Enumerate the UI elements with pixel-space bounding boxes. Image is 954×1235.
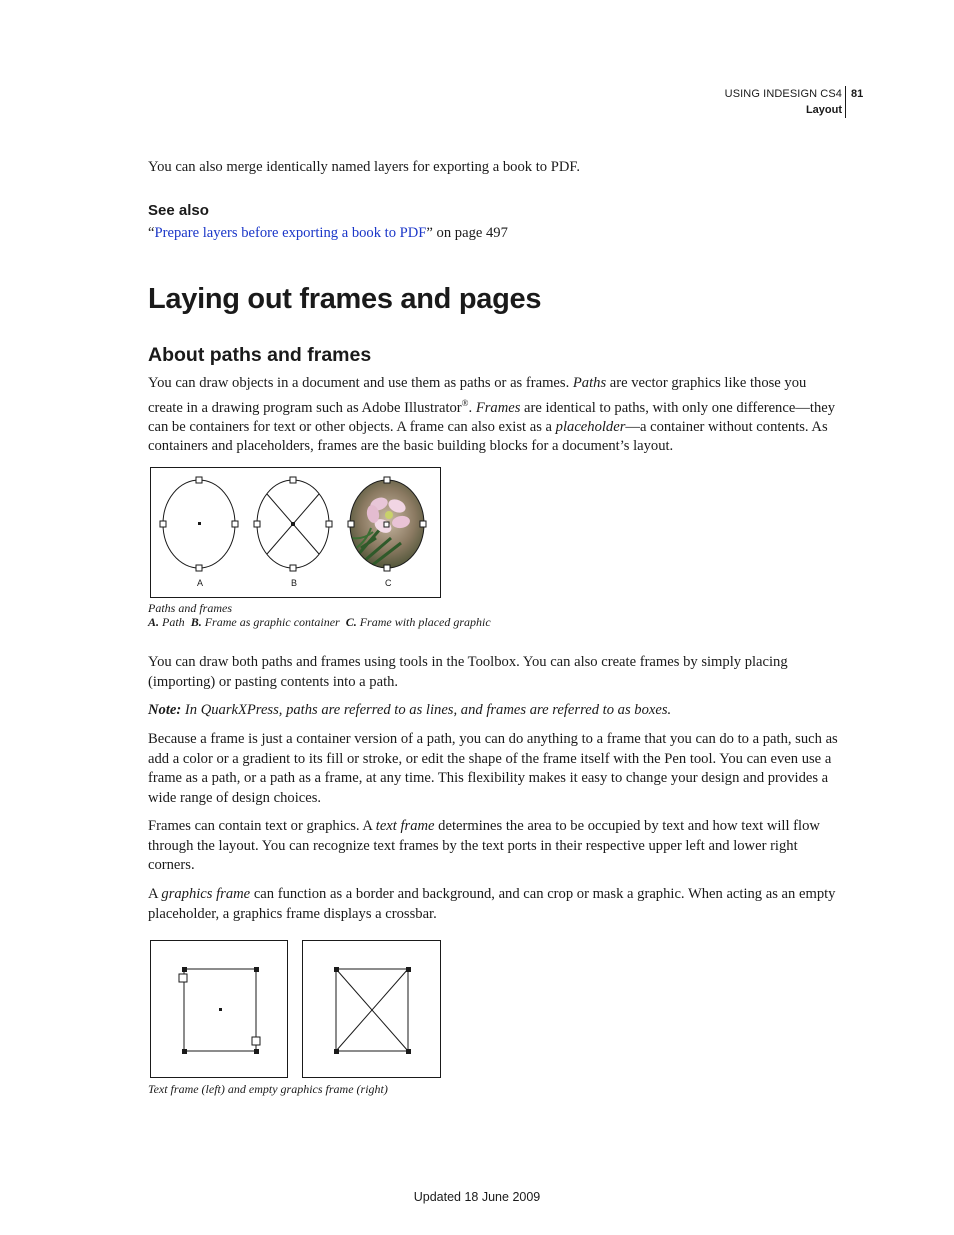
text-run: are identical to paths, with only one difference—they can be containers for text or other objects. A frame can also exist as a [148, 399, 836, 435]
figure-paths-and-frames [150, 467, 441, 598]
text-frame-illustration [151, 941, 287, 1077]
open-quote: “ [148, 225, 155, 241]
running-header [725, 86, 842, 118]
frame-ellipse-c [347, 477, 429, 571]
graphics-frame-illustration [303, 941, 440, 1077]
figure2-caption: Text frame (left) and empty graphics frame (right) [148, 1082, 388, 1096]
out-port-icon [252, 1037, 260, 1045]
caption-title: Paths and frames [148, 601, 232, 615]
legend-letter: A. [148, 615, 160, 629]
text-run: —a container without contents. As containers and placeholders, frames are the basic building blocks for a document’s layout. [148, 418, 828, 455]
text-run: determines the area to be occupied by text and how text will flow through the layout. You can recognize text frames by the text ports in their respective upper left and lower right corners. [148, 818, 820, 873]
paragraph-text-frames [148, 817, 840, 876]
legend-text: Frame as graphic container [204, 615, 340, 629]
figure-label-c: C [385, 578, 392, 588]
term-text-frame: text frame [375, 818, 435, 834]
text-run: are vector graphics like those you create in a drawing program such as Adobe Illustrator [148, 375, 807, 416]
paragraph-paths-frames [148, 374, 840, 457]
term-graphics-frame: graphics frame [161, 886, 251, 902]
section-name: Layout [805, 104, 842, 116]
see-also-link[interactable]: Prepare layers before exporting a book to PDF [154, 225, 427, 241]
text-run: A [148, 886, 162, 902]
legend-text: Frame with placed graphic [359, 615, 491, 629]
see-also-reference [148, 225, 508, 242]
term-frames: Frames [475, 399, 521, 416]
text-run: You can draw objects in a document and use them as paths or as frames. [148, 375, 573, 391]
page-reference: ” on page 497 [426, 225, 508, 241]
text-run: . [468, 399, 476, 416]
paragraph-container-version: Because a frame is just a container version of a path, you can do anything to a frame that you can do to a path, such as add a color or a gradient to its fill or stroke, or edit the shape of the frame itself with the Pen tool. You can even use a frame as a path, or a path as a frame, at any time. This flexibility makes it easy to change your design and provides a wide range of design choices. [148, 731, 838, 806]
legend-letter: C. [345, 615, 357, 629]
term-paths: Paths [572, 375, 607, 391]
see-also-heading: See also [148, 202, 209, 219]
footer-updated: Updated 18 June 2009 [413, 1190, 541, 1204]
intro-paragraph: You can also merge identically named layers for exporting a book to PDF. [148, 159, 580, 175]
note-label: Note: [148, 702, 182, 718]
legend-letter: B. [190, 615, 202, 629]
caption-legend [148, 615, 491, 629]
legend-text: Path [162, 615, 185, 629]
figure-label-a: A [197, 578, 204, 588]
section-title: About paths and frames [148, 344, 372, 366]
text-run: can function as a border and background, and can crop or mask a graphic. When acting as an empty placeholder, a graphics frame displays a crossbar. [148, 886, 836, 922]
note [148, 701, 840, 721]
note-text: In QuarkXPress, paths are referred to as lines, and frames are referred to as boxes. [181, 702, 672, 718]
figure1-caption [148, 601, 491, 629]
registered-mark: ® [461, 397, 469, 408]
frame-ellipse-b [254, 477, 332, 571]
text-run: Frames can contain text or graphics. A [148, 818, 376, 834]
figure-text-frame [150, 940, 288, 1078]
term-placeholder: placeholder [555, 418, 626, 435]
figure-label-b: B [291, 578, 298, 588]
doc-title: USING INDESIGN CS4 [724, 88, 842, 100]
figure-graphics-frame [302, 940, 441, 1078]
paragraph-graphics-frame [148, 885, 840, 924]
chapter-title: Laying out frames and pages [148, 283, 542, 315]
page-number: 81 [851, 88, 864, 100]
in-port-icon [179, 974, 187, 982]
header-divider [845, 86, 846, 118]
path-ellipse-a [160, 477, 238, 571]
paragraph-toolbox: You can draw both paths and frames using tools in the Toolbox. You can also create frames by simply placing (importing) or pasting contents into a path. [148, 654, 788, 690]
